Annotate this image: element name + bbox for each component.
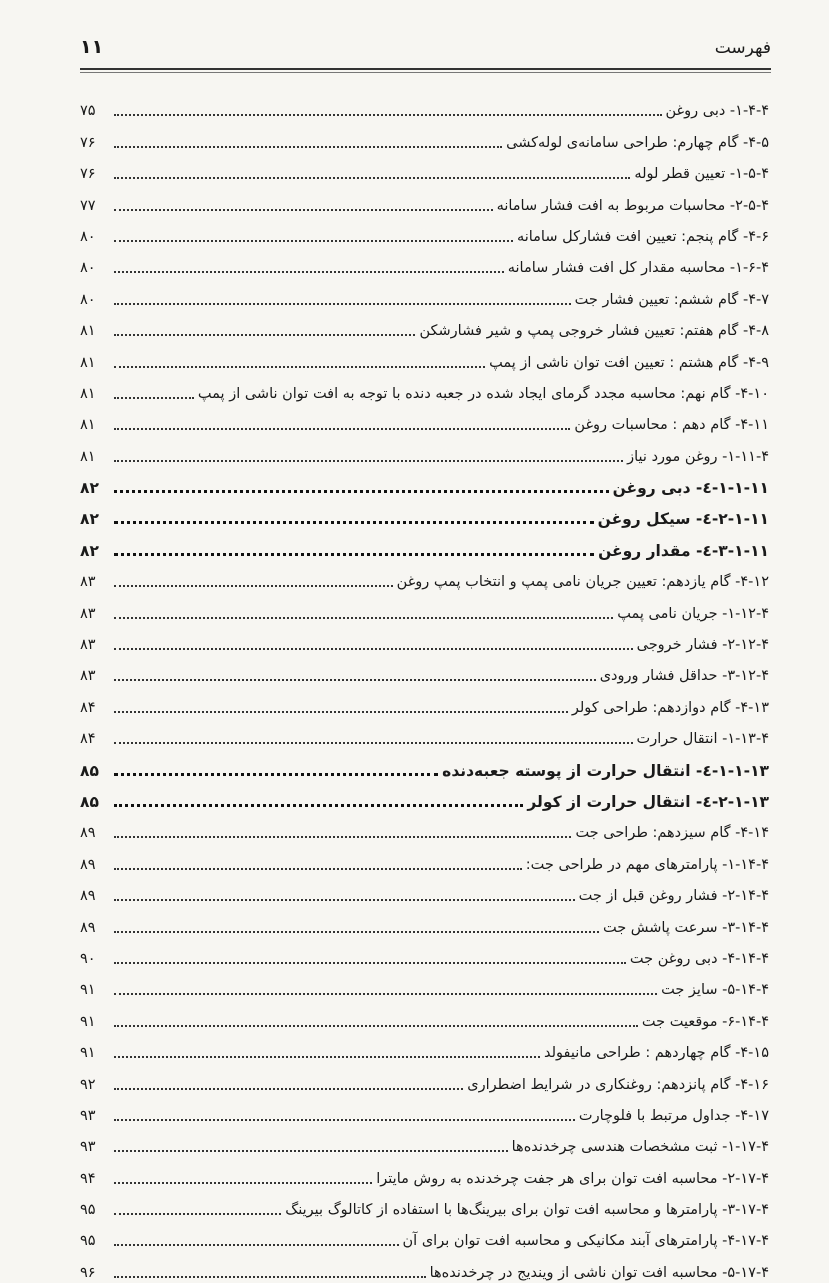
toc-entry[interactable] <box>80 153 769 184</box>
dot-leader <box>114 1025 638 1027</box>
toc-entry-page-number: ۷۷ <box>80 197 96 214</box>
toc-entry-page-number: ۷۵ <box>80 103 96 120</box>
toc-entry-title: ۱-۱-۱۳-٤- انتقال حرارت از پوسته جعبه‌دنده <box>442 761 769 780</box>
dot-leader <box>114 836 571 838</box>
toc-entry-title: ۴-۱۲- گام یازدهم: تعیین جریان نامی پمپ و انتخاب پمپ روغن <box>396 574 769 591</box>
toc-entry-page-number: ۸۲ <box>80 510 99 529</box>
toc-entry-title: ۴-۱۷- جداول مرتبط با فلوچارت <box>578 1107 769 1124</box>
dot-leader <box>114 1150 508 1152</box>
toc-entry-page-number: ۸۱ <box>80 448 96 465</box>
toc-entry-page-number: ۹۲ <box>80 1076 96 1093</box>
toc-entry-title: ۴-۷- گام ششم: تعیین فشار جت <box>574 291 769 308</box>
toc-entry-title: ۴-۱۷-۴- پارامترهای آبند مکانیکی و محاسبه افت توان برای آن <box>402 1233 769 1250</box>
toc-entry-title: ۳-۱۲-۴- حداقل فشار ورودی <box>599 668 769 685</box>
dot-leader <box>114 585 393 587</box>
dot-leader <box>114 428 570 430</box>
toc-entry-title: ۴-۸- گام هفتم: تعیین فشار خروجی پمپ و شیر فشارشکن <box>419 323 769 340</box>
toc-entry-title: ۴-۵- گام چهارم: طراحی سامانه‌ی لوله‌کشی <box>506 134 769 151</box>
dot-leader <box>114 460 623 462</box>
toc-entry[interactable] <box>80 310 769 341</box>
dot-leader <box>114 334 415 336</box>
toc-entry-title: ۶-۱۴-۴- موقعیت جت <box>641 1013 769 1030</box>
toc-entry-title: ۲-۱۲-۴- فشار خروجی <box>636 637 769 654</box>
toc-entry[interactable] <box>80 655 769 686</box>
toc-entry[interactable] <box>80 1126 769 1157</box>
dot-leader <box>114 1244 399 1246</box>
toc-entry-page-number: ۸۹ <box>80 856 96 873</box>
dot-leader <box>114 1056 540 1058</box>
toc-entry-page-number: ۸۴ <box>80 699 96 716</box>
toc-entry-page-number: ۸۱ <box>80 385 96 402</box>
toc-entry-page-number: ۹۴ <box>80 1170 96 1187</box>
toc-entry-page-number: ۸۹ <box>80 825 96 842</box>
dot-leader <box>114 993 657 995</box>
dot-leader <box>114 931 599 933</box>
toc-entry-title: ۱-۱۴-۴- پارامترهای مهم در طراحی جت: <box>525 856 769 873</box>
toc-entry-title: ۲-۵-۴- محاسبات مربوط به افت فشار سامانه <box>496 197 769 214</box>
toc-entry-page-number: ۷۶ <box>80 166 96 183</box>
toc-entry[interactable] <box>80 278 769 309</box>
toc-entry-page-number: ۹۰ <box>80 950 96 967</box>
toc-entry-title: ۵-۱۷-۴- محاسبه افت توان ناشی از ویندیج در چرخدنده‌ها <box>429 1264 769 1281</box>
dot-leader <box>114 240 513 242</box>
dot-leader <box>114 1276 426 1278</box>
dot-leader <box>114 1119 575 1121</box>
toc-entry-page-number: ۹۳ <box>80 1139 96 1156</box>
toc-entry-title: ۴-۶- گام پنجم: تعیین افت فشارکل سامانه <box>516 228 769 245</box>
toc-entry[interactable] <box>80 938 769 969</box>
toc-entry[interactable] <box>80 435 769 466</box>
dot-leader <box>114 1182 372 1184</box>
toc-entry[interactable] <box>80 1251 769 1282</box>
toc-entry[interactable] <box>80 121 769 152</box>
toc-entry-title: ۴-۱۱- گام دهم : محاسبات روغن <box>574 417 769 434</box>
toc-entry-page-number: ۹۵ <box>80 1202 96 1219</box>
toc-entry-page-number: ۸۵ <box>80 792 99 811</box>
toc-entry[interactable] <box>80 373 769 404</box>
toc-entry[interactable] <box>80 781 769 812</box>
toc-entry[interactable] <box>80 247 769 278</box>
toc-entry-title: ۴-۱۶- گام پانزدهم: روغنکاری در شرایط اضطراری <box>467 1076 769 1093</box>
toc-entry-title: ۲-۱-۱۳-٤- انتقال حرارت از کولر <box>527 792 769 811</box>
dot-leader <box>114 177 630 179</box>
dot-leader <box>114 397 194 399</box>
toc-entry[interactable] <box>80 843 769 874</box>
dot-leader <box>114 962 626 964</box>
toc-entry-page-number: ۹۵ <box>80 1233 96 1250</box>
toc-entry[interactable] <box>80 1095 769 1126</box>
toc-entry[interactable] <box>80 184 769 215</box>
toc-entry-page-number: ۸۱ <box>80 323 96 340</box>
toc-entry[interactable] <box>80 749 769 780</box>
toc-entry[interactable] <box>80 1000 769 1031</box>
toc-entry[interactable] <box>80 467 769 498</box>
toc-entry-page-number: ۸۰ <box>80 260 96 277</box>
toc-entry[interactable] <box>80 718 769 749</box>
dot-leader <box>114 303 571 305</box>
toc-entry-title: ۲-۱۷-۴- محاسبه افت توان برای هر جفت چرخدنده به روش مایترا <box>376 1170 769 1187</box>
toc-entry[interactable] <box>80 875 769 906</box>
dot-leader <box>114 490 609 493</box>
toc-entry-page-number: ۸۰ <box>80 228 96 245</box>
toc-entry[interactable] <box>80 624 769 655</box>
dot-leader <box>114 521 594 524</box>
toc-entry-title: ۱-۱-۱۱-٤- دبی روغن <box>612 479 769 498</box>
table-of-contents <box>80 90 769 1283</box>
toc-entry[interactable] <box>80 561 769 592</box>
page-number: ۱۱ <box>80 36 104 58</box>
dot-leader <box>114 366 485 368</box>
toc-entry-page-number: ۸۴ <box>80 731 96 748</box>
toc-entry-title: ۳-۱۴-۴- سرعت پاشش جت <box>602 919 769 936</box>
dot-leader <box>114 114 662 116</box>
toc-entry[interactable] <box>80 1032 769 1063</box>
toc-entry-title: ۱-۱۱-۴- روغن مورد نیاز <box>627 448 769 465</box>
toc-entry[interactable] <box>80 1063 769 1094</box>
toc-entry-page-number: ۸۵ <box>80 761 99 780</box>
toc-entry[interactable] <box>80 216 769 247</box>
page-header <box>80 28 771 68</box>
dot-leader <box>114 711 568 713</box>
running-title: فهرست <box>714 38 771 58</box>
toc-entry-title: ۳-۱-۱۱-٤- مقدار روغن <box>598 541 769 560</box>
toc-entry-page-number: ۸۲ <box>80 479 99 498</box>
toc-entry[interactable] <box>80 498 769 529</box>
dot-leader <box>114 868 522 870</box>
toc-entry-page-number: ۹۶ <box>80 1264 96 1281</box>
dot-leader <box>114 1213 281 1215</box>
toc-entry-page-number: ۹۱ <box>80 982 96 999</box>
toc-entry-page-number: ۹۱ <box>80 1013 96 1030</box>
toc-entry-page-number: ۸۹ <box>80 919 96 936</box>
toc-entry-title: ۵-۱۴-۴- سایز جت <box>661 982 769 999</box>
toc-entry-page-number: ۸۳ <box>80 637 96 654</box>
dot-leader <box>114 146 502 148</box>
toc-entry-title: ۴-۱۵- گام چهاردهم : طراحی مانیفولد <box>544 1045 769 1062</box>
toc-entry-page-number: ۸۳ <box>80 574 96 591</box>
dot-leader <box>114 553 594 556</box>
toc-entry-page-number: ۸۱ <box>80 354 96 371</box>
dot-leader <box>114 679 596 681</box>
toc-entry[interactable] <box>80 90 769 121</box>
toc-entry-title: ۱-۱۷-۴- ثبت مشخصات هندسی چرخدنده‌ها <box>511 1139 769 1156</box>
dot-leader <box>114 773 438 776</box>
toc-entry-title: ۱-۵-۴- تعیین قطر لوله <box>634 166 769 183</box>
toc-entry-page-number: ۸۳ <box>80 668 96 685</box>
toc-entry[interactable] <box>80 1157 769 1188</box>
toc-entry[interactable] <box>80 1220 769 1251</box>
toc-entry-page-number: ۸۳ <box>80 605 96 622</box>
toc-entry[interactable] <box>80 969 769 1000</box>
toc-entry[interactable] <box>80 1189 769 1220</box>
toc-entry-title: ۳-۱۷-۴- پارامترها و محاسبه افت توان برای بیرینگ‌ها با استفاده از کاتالوگ بیرینگ <box>285 1202 769 1219</box>
toc-entry-title: ۴-۱۰- گام نهم: محاسبه مجدد گرمای ایجاد شده در جعبه دنده با توجه به افت توان ناشی از پمپ <box>197 385 769 402</box>
toc-entry[interactable] <box>80 906 769 937</box>
dot-leader <box>114 271 504 273</box>
toc-entry[interactable] <box>80 529 769 560</box>
toc-entry-page-number: ۷۶ <box>80 134 96 151</box>
toc-entry-title: ۴-۱۴-۴- دبی روغن جت <box>629 950 769 967</box>
toc-entry-page-number: ۸۱ <box>80 417 96 434</box>
dot-leader <box>114 804 523 807</box>
toc-entry-title: ۲-۱-۱۱-٤- سیکل روغن <box>597 510 769 529</box>
toc-entry-title: ۴-۱۴- گام سیزدهم: طراحی جت <box>575 825 769 842</box>
toc-entry-title: ۱-۱۳-۴- انتقال حرارت <box>636 731 769 748</box>
toc-entry-page-number: ۸۹ <box>80 888 96 905</box>
toc-entry[interactable] <box>80 404 769 435</box>
toc-entry[interactable] <box>80 341 769 372</box>
toc-entry-title: ۱-۴-۴- دبی روغن <box>665 103 769 120</box>
toc-entry-title: ۴-۱۳- گام دوازدهم: طراحی کولر <box>571 699 769 716</box>
header-rule <box>80 68 771 70</box>
toc-entry[interactable] <box>80 592 769 623</box>
toc-entry-title: ۱-۱۲-۴- جریان نامی پمپ <box>617 605 769 622</box>
toc-entry-title: ۱-۶-۴- محاسبه مقدار کل افت فشار سامانه <box>507 260 769 277</box>
dot-leader <box>114 899 575 901</box>
toc-entry-page-number: ۸۲ <box>80 541 99 560</box>
dot-leader <box>114 209 493 211</box>
dot-leader <box>114 1088 463 1090</box>
toc-entry-page-number: ۹۳ <box>80 1107 96 1124</box>
toc-entry[interactable] <box>80 686 769 717</box>
dot-leader <box>114 617 613 619</box>
toc-entry[interactable] <box>80 812 769 843</box>
toc-entry-page-number: ۸۰ <box>80 291 96 308</box>
dot-leader <box>114 648 633 650</box>
dot-leader <box>114 742 633 744</box>
toc-entry-page-number: ۹۱ <box>80 1045 96 1062</box>
toc-entry-title: ۴-۹- گام هشتم : تعیین افت توان ناشی از پمپ <box>489 354 769 371</box>
toc-entry-title: ۲-۱۴-۴- فشار روغن قبل از جت <box>578 888 769 905</box>
